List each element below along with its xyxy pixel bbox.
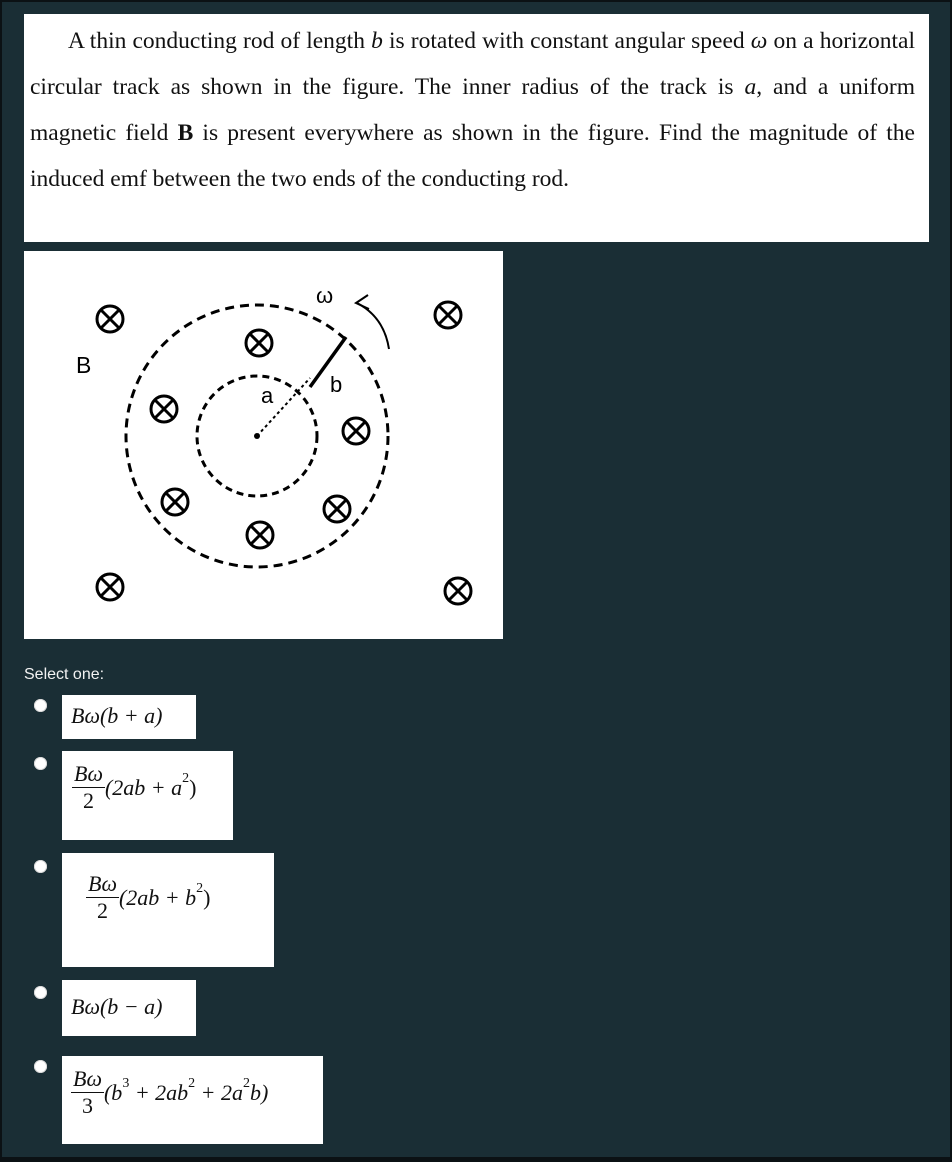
option-1-radio[interactable] xyxy=(34,699,47,712)
option-3-answer[interactable] xyxy=(62,853,274,967)
select-one-label: Select one: xyxy=(24,666,105,683)
option-5-fraction: $\frac{B\omega}{3}$ xyxy=(73,1066,102,1118)
option-2-answer[interactable] xyxy=(62,751,233,840)
field-into-page-icon xyxy=(435,302,461,328)
option-4-answer[interactable] xyxy=(62,980,196,1036)
option-5-radio[interactable] xyxy=(34,1060,47,1073)
option-5-expression: $(b^3 + 2ab^2 + 2a^2b)$ xyxy=(103,1075,269,1105)
option-2-radio[interactable] xyxy=(34,757,47,770)
option-1-expression: Bω(b + a) xyxy=(71,703,163,728)
question-figure xyxy=(24,251,503,639)
option-2-fraction: $\frac{B\omega}{2}$ xyxy=(74,761,103,813)
option-2-expression: $(2ab + a^2)$ xyxy=(104,770,197,800)
option-3-expression: $(2ab + b^2)$ xyxy=(118,880,211,910)
field-into-page-icon xyxy=(343,418,369,444)
option-4-radio[interactable] xyxy=(34,986,47,999)
question-text: A thin conducting rod of length b is rotated with constant angular speed ω on a horizontal circular track as shown in the figure. The inner radius of the track is a, and a uniform magnetic field B is present everywhere as shown in the figure. Find the magnitude of the induced emf between the two ends of the conducting rod. xyxy=(24,14,929,242)
field-into-page-icon xyxy=(324,496,350,522)
figure-label-omega: ω xyxy=(316,283,334,308)
figure-label-a: a xyxy=(261,383,274,408)
field-into-page-icon xyxy=(247,522,273,548)
field-into-page-icon xyxy=(151,396,177,422)
field-into-page-icon xyxy=(97,574,123,600)
field-into-page-icon xyxy=(162,489,188,515)
option-4-expression: Bω(b − a) xyxy=(71,994,163,1019)
figure-label-b: b xyxy=(330,372,343,397)
figure-label-B: B xyxy=(76,352,92,378)
field-into-page-icon xyxy=(246,330,272,356)
option-5-answer[interactable] xyxy=(62,1056,323,1144)
option-1-answer[interactable] xyxy=(62,695,196,739)
field-into-page-icon xyxy=(97,306,123,332)
option-3-fraction: $\frac{B\omega}{2}$ xyxy=(88,871,117,923)
rotation-arrow xyxy=(357,303,389,349)
option-3-radio[interactable] xyxy=(34,860,47,873)
field-into-page-icon xyxy=(445,578,471,604)
